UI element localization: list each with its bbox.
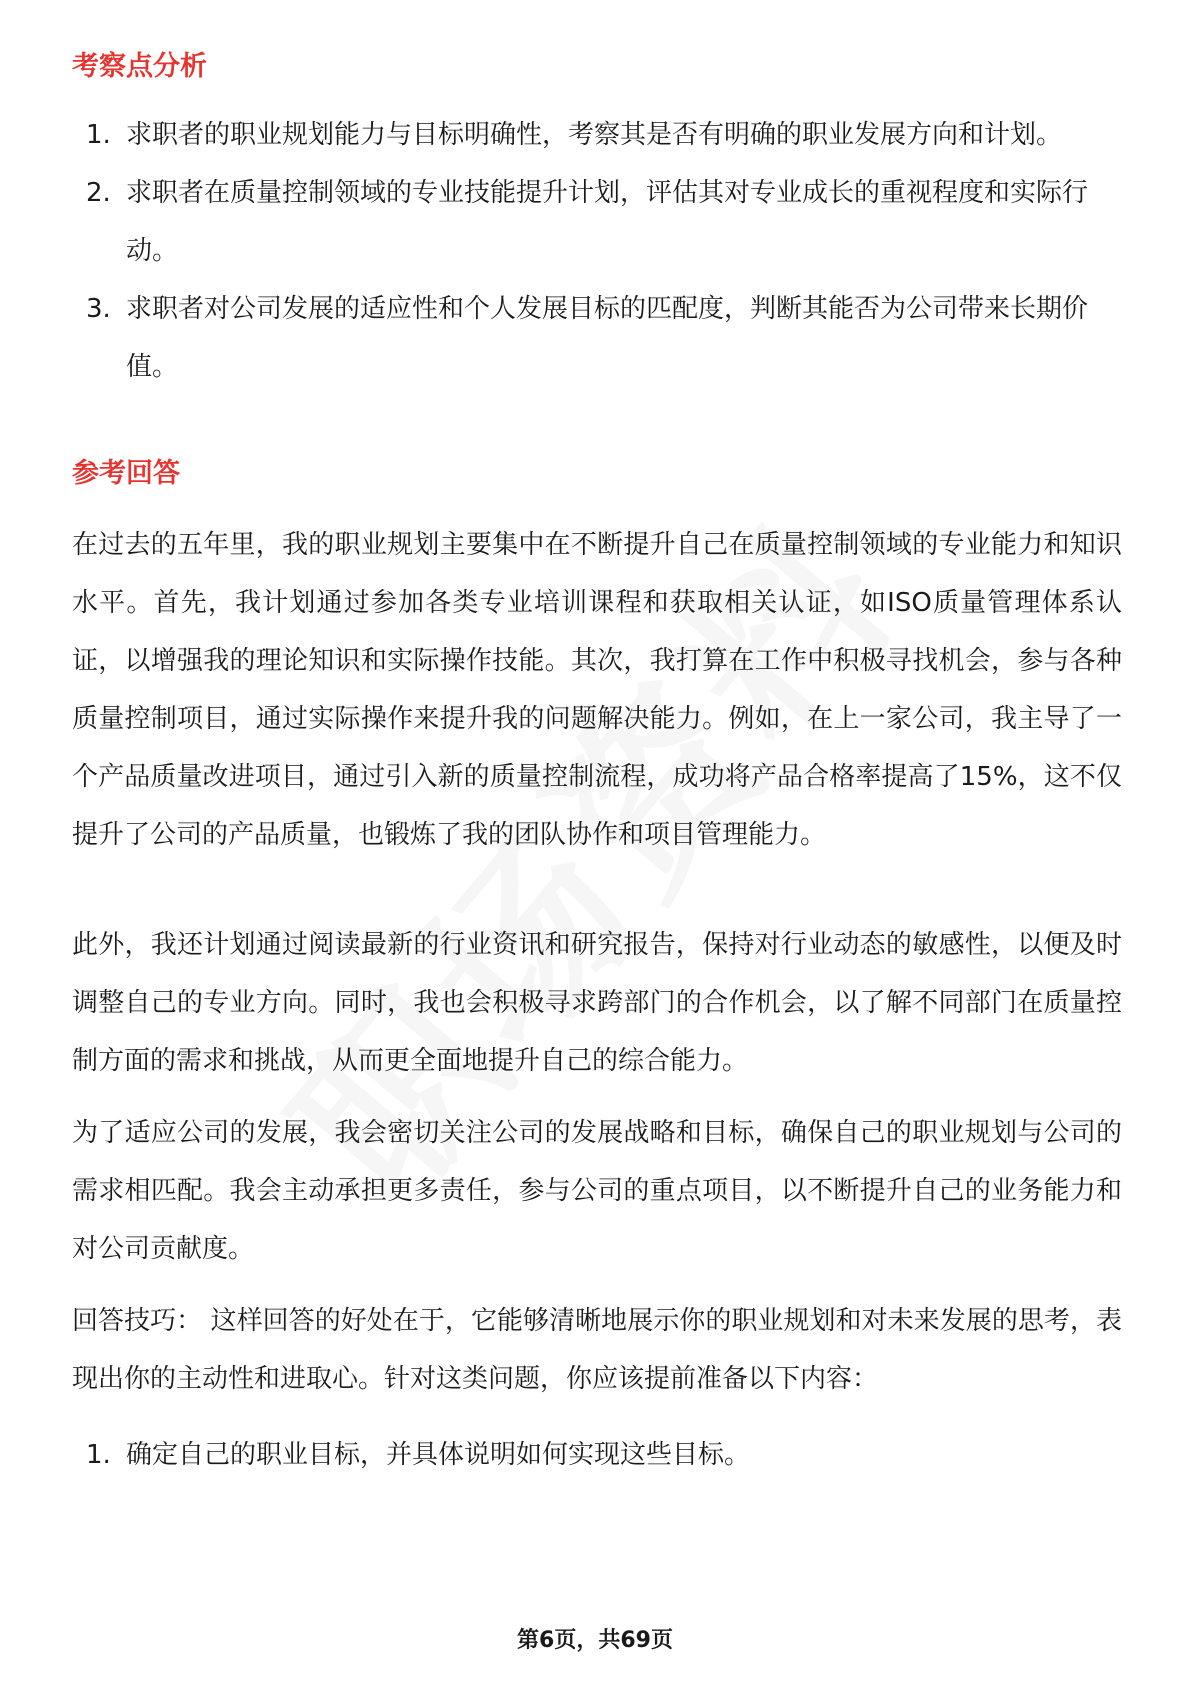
analysis-list: [0, 106, 1190, 396]
answer-heading: 参考回答: [72, 458, 180, 489]
answer-paragraph: 为了适应公司的发展，我会密切关注公司的发展战略和目标，确保自己的职业规划与公司的需求相匹配。我会主动承担更多责任，参与公司的重点项目，以不断提升自己的业务能力和对公司贡献度。: [72, 1118, 1122, 1264]
list-number: 2.: [86, 178, 111, 208]
page-number: 第6页，共69页: [517, 1628, 673, 1653]
tips-list: [0, 1426, 1190, 1484]
list-number: 1.: [86, 1440, 111, 1470]
list-item-text: 求职者的职业规划能力与目标明确性，考察其是否有明确的职业发展方向和计划。: [126, 120, 1063, 150]
list-number: 1.: [86, 120, 111, 150]
list-item: [0, 164, 1190, 280]
list-item: [0, 106, 1190, 164]
answer-paragraph: 此外，我还计划通过阅读最新的行业资讯和研究报告，保持对行业动态的敏感性，以便及时调整自己的专业方向。同时，我也会积极寻求跨部门的合作机会，以了解不同部门在质量控制方面的需求和挑战，从而更全面地提升自己的综合能力。: [72, 930, 1122, 1076]
list-item-text: 求职者在质量控制领域的专业技能提升计划，评估其对专业成长的重视程度和实际行动。: [126, 178, 1089, 266]
list-item: [0, 1426, 1190, 1484]
tips-paragraph: 回答技巧： 这样回答的好处在于，它能够清晰地展示你的职业规划和对未来发展的思考，表现出你的主动性和进取心。针对这类问题，你应该提前准备以下内容：: [72, 1306, 1122, 1394]
list-item-text: 求职者对公司发展的适应性和个人发展目标的匹配度，判断其能否为公司带来长期价值。: [126, 294, 1089, 382]
answer-paragraph: 在过去的五年里，我的职业规划主要集中在不断提升自己在质量控制领域的专业能力和知识水平。首先，我计划通过参加各类专业培训课程和获取相关认证，如ISO质量管理体系认证，以增强我的理论知识和实际操作技能。其次，我打算在工作中积极寻找机会，参与各种质量控制项目，通过实际操作来提升我的问题解决能力。例如，在上一家公司，我主导了一个产品质量改进项目，通过引入新的质量控制流程，成功将产品合格率提高了15%，这不仅提升了公司的产品质量，也锻炼了我的团队协作和项目管理能力。: [72, 530, 1122, 850]
list-item-text: 确定自己的职业目标，并具体说明如何实现这些目标。: [126, 1440, 751, 1470]
list-item: [0, 280, 1190, 396]
analysis-heading: 考察点分析: [72, 51, 207, 82]
list-number: 3.: [86, 294, 111, 324]
